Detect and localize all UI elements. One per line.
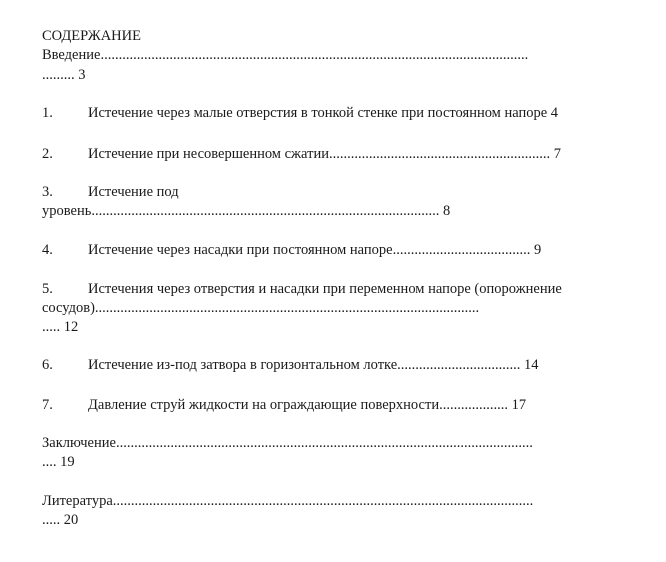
toc-entry-number: 6.: [42, 357, 53, 373]
toc-entry-references: Литература....................................................................................................................: [42, 493, 534, 509]
toc-entry-text: Истечение через малые отверстия в тонкой стенке при постоянном напоре 4: [88, 105, 559, 121]
toc-entry-3-continuation: уровень................................................................................................ 8: [42, 203, 451, 219]
toc-title: СОДЕРЖАНИЕ: [42, 28, 141, 44]
toc-entry-4: [42, 241, 541, 259]
toc-entry-text: Истечение через насадки при постоянном напоре...................................... 9: [88, 242, 542, 258]
toc-entry-references-page: ..... 20: [42, 512, 79, 528]
toc-entry-text: Истечение под: [88, 184, 179, 200]
toc-entry-text: Давление струй жидкости на ограждающие поверхности................... 17: [88, 397, 527, 413]
toc-entry-3: [42, 183, 179, 201]
toc-entry-conclusion-page: .... 19: [42, 454, 75, 470]
toc-entry-1: [42, 104, 558, 122]
toc-entry-number: 4.: [42, 242, 53, 258]
toc-entry-7: [42, 396, 526, 414]
toc-entry-number: 7.: [42, 397, 53, 413]
toc-entry-text: Истечения через отверстия и насадки при переменном напоре (опорожнение: [88, 281, 562, 297]
toc-entry-text: Истечение при несовершенном сжатии............................................................. 7: [88, 146, 561, 162]
toc-entry-number: 1.: [42, 105, 53, 121]
toc-entry-conclusion: Заключение...................................................................................................................: [42, 435, 533, 451]
toc-entry-number: 5.: [42, 281, 53, 297]
toc-entry-6: [42, 356, 539, 374]
toc-entry-5-continuation: сосудов)..........................................................................................................: [42, 300, 480, 316]
toc-entry-5: [42, 280, 562, 298]
toc-entry-5-page: ..... 12: [42, 319, 79, 335]
toc-entry-introduction-page: ......... 3: [42, 67, 86, 83]
toc-entry-2: [42, 145, 561, 163]
toc-entry-text: Истечение из-под затвора в горизонтальном лотке.................................. 14: [88, 357, 539, 373]
toc-entry-introduction: Введение......................................................................................................................: [42, 47, 529, 63]
toc-entry-number: 3.: [42, 184, 53, 200]
toc-entry-number: 2.: [42, 146, 53, 162]
